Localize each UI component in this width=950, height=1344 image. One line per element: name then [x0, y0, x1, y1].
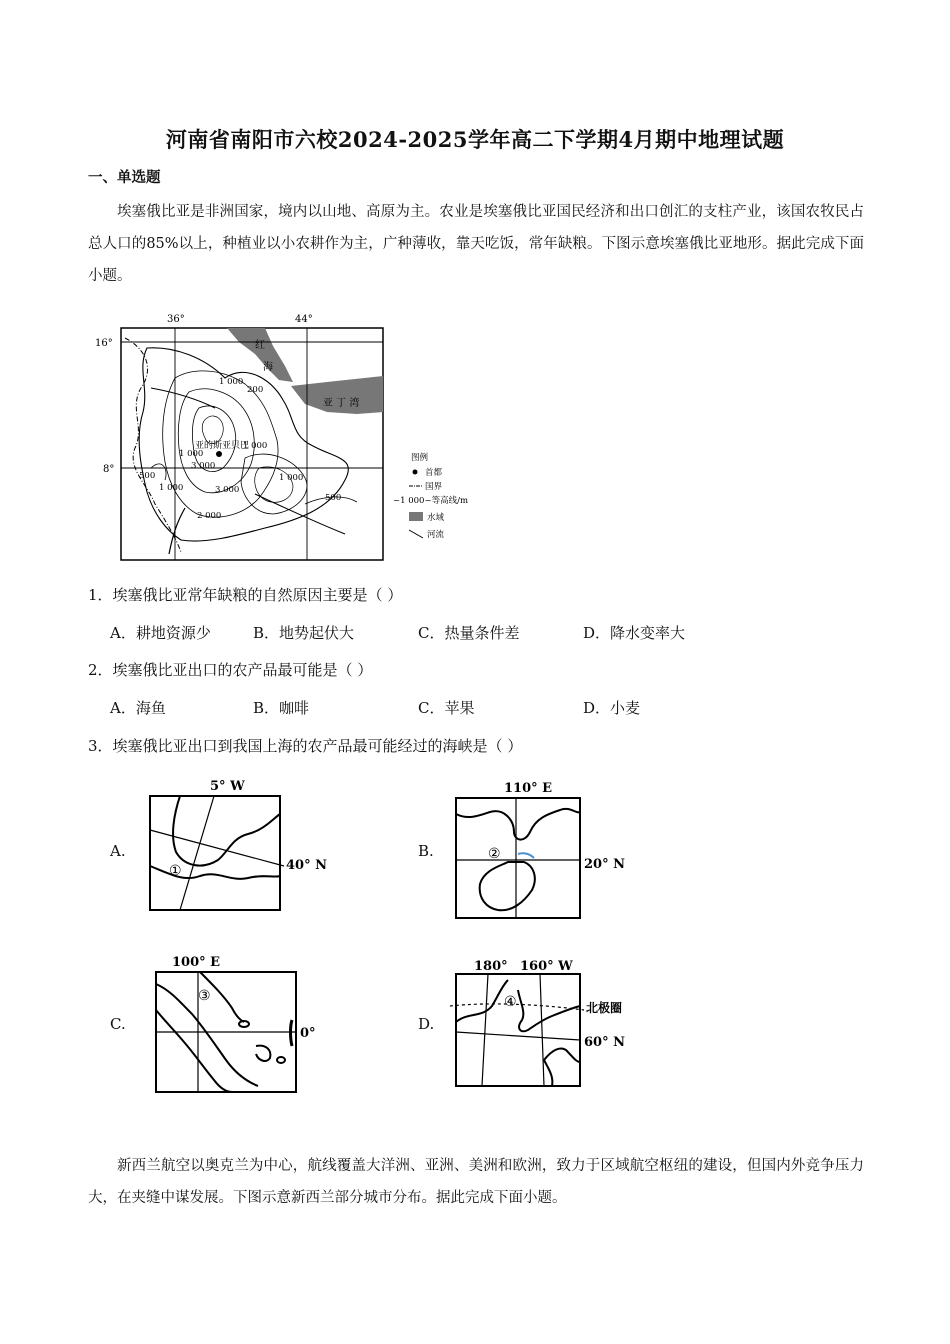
legend-river: 河流 — [427, 530, 445, 540]
section-heading: 一、单选题 — [88, 170, 161, 186]
contour-label: 1 000 — [279, 473, 304, 483]
contour-label: 2 000 — [197, 511, 222, 521]
contour-label: 1 000 — [159, 483, 184, 493]
intro2-paragraph: 新西兰航空以奥克兰为中心，航线覆盖大洋洲、亚洲、美洲和欧洲，致力于区域航空枢纽的建设，但国内外竞争压力大，在夹缝中谋发展。下图示意新西兰部分城市分布。据此完成下面小题。 — [88, 1158, 864, 1206]
gulf-label: 亚 丁 湾 — [323, 398, 360, 409]
lat-label-8: 8° — [103, 464, 115, 475]
question-3-option-c-label[interactable]: C. — [110, 1015, 126, 1033]
map-a-lat-label: 40° N — [286, 858, 327, 873]
question-2-option-c[interactable]: C．苹果 — [418, 699, 475, 717]
page-title: 河南省南阳市六校2024-2025学年高二下学期4月期中地理试题 — [165, 127, 785, 152]
question-2-option-a[interactable]: A．海鱼 — [110, 699, 166, 717]
question-1-option-b[interactable]: B．地势起伏大 — [253, 624, 355, 642]
map-b-lat-label: 20° N — [584, 857, 625, 872]
map-d-arctic-circle-label: 北极圈 — [586, 1001, 623, 1015]
legend-water: 水域 — [427, 513, 445, 523]
question-3-stem: 3．埃塞俄比亚出口到我国上海的农产品最可能经过的海峡是（ ） — [88, 737, 523, 755]
strait-map-b[interactable] — [448, 774, 648, 924]
contour-label: 3 000 — [191, 461, 216, 471]
question-1-option-c[interactable]: C．热量条件差 — [418, 624, 520, 642]
question-3-option-d-label[interactable]: D. — [418, 1015, 435, 1033]
intro-paragraph: 埃塞俄比亚是非洲国家，境内以山地、高原为主。农业是埃塞俄比亚国民经济和出口创汇的支柱产业，该国农牧民占总人口的85%以上，种植业以小农耕作为主，广种薄收，靠天吃饭，常年缺粮。下图示意埃塞俄比亚地形。据此完成下面小题。 — [88, 204, 864, 284]
contour-label: 3 000 — [215, 485, 240, 495]
question-2-stem: 2．埃塞俄比亚出口的农产品最可能是（ ） — [88, 661, 373, 679]
strait-map-a[interactable] — [140, 774, 340, 914]
contour-label: 500 — [325, 493, 342, 503]
question-2-option-b[interactable]: B．咖啡 — [253, 699, 310, 717]
legend-capital: 首都 — [425, 468, 443, 478]
map-d-strait-marker: ④ — [504, 994, 517, 1010]
map-a-lon-label: 5° W — [210, 779, 245, 794]
capital-symbol — [216, 451, 222, 457]
lon-label-36: 36° — [167, 314, 185, 325]
red-sea-label-1: 红 — [255, 340, 265, 351]
contour-label: 500 — [139, 471, 156, 481]
question-2-option-d[interactable]: D．小麦 — [583, 699, 641, 717]
map-d-lon2-label: 160° W — [520, 959, 573, 974]
strait-map-d[interactable] — [448, 950, 648, 1100]
contour-label: 1 000 — [179, 449, 204, 459]
map-c-strait-marker: ③ — [198, 988, 211, 1004]
contour-label: 1 000 — [219, 377, 244, 387]
question-3-option-b-label[interactable]: B. — [418, 842, 434, 860]
legend-contour: ~1 000~等高线/m — [393, 496, 469, 506]
map-b-strait-marker: ② — [488, 846, 501, 862]
strait-map-c[interactable] — [140, 950, 340, 1100]
legend-border: 国界 — [425, 482, 443, 492]
lon-label-44: 44° — [295, 314, 313, 325]
legend-title: 图例 — [411, 453, 429, 463]
contour-label: 200 — [247, 385, 264, 395]
legend-water-symbol — [409, 512, 423, 521]
map-d-lon1-label: 180° — [474, 959, 508, 974]
ethiopia-terrain-map — [95, 308, 495, 568]
question-1-stem: 1．埃塞俄比亚常年缺粮的自然原因主要是（ ） — [88, 586, 403, 604]
map-d-lat-label: 60° N — [584, 1035, 625, 1050]
legend-capital-symbol — [413, 470, 418, 475]
red-sea-label-2: 海 — [263, 362, 273, 373]
map-a-strait-marker: ① — [169, 863, 182, 879]
map-c-lon-label: 100° E — [172, 955, 221, 970]
lat-label-16: 16° — [95, 338, 113, 349]
contour-label: 1 000 — [243, 441, 268, 451]
legend-river-symbol — [409, 530, 423, 538]
capital-label: 亚的斯亚贝巴 — [195, 441, 250, 451]
map-c-lat-label: 0° — [300, 1026, 316, 1041]
question-1-option-d[interactable]: D．降水变率大 — [583, 624, 686, 642]
question-1-option-a[interactable]: A．耕地资源少 — [110, 624, 211, 642]
question-3-option-a-label[interactable]: A. — [110, 842, 126, 860]
map-b-lon-label: 110° E — [504, 781, 553, 796]
